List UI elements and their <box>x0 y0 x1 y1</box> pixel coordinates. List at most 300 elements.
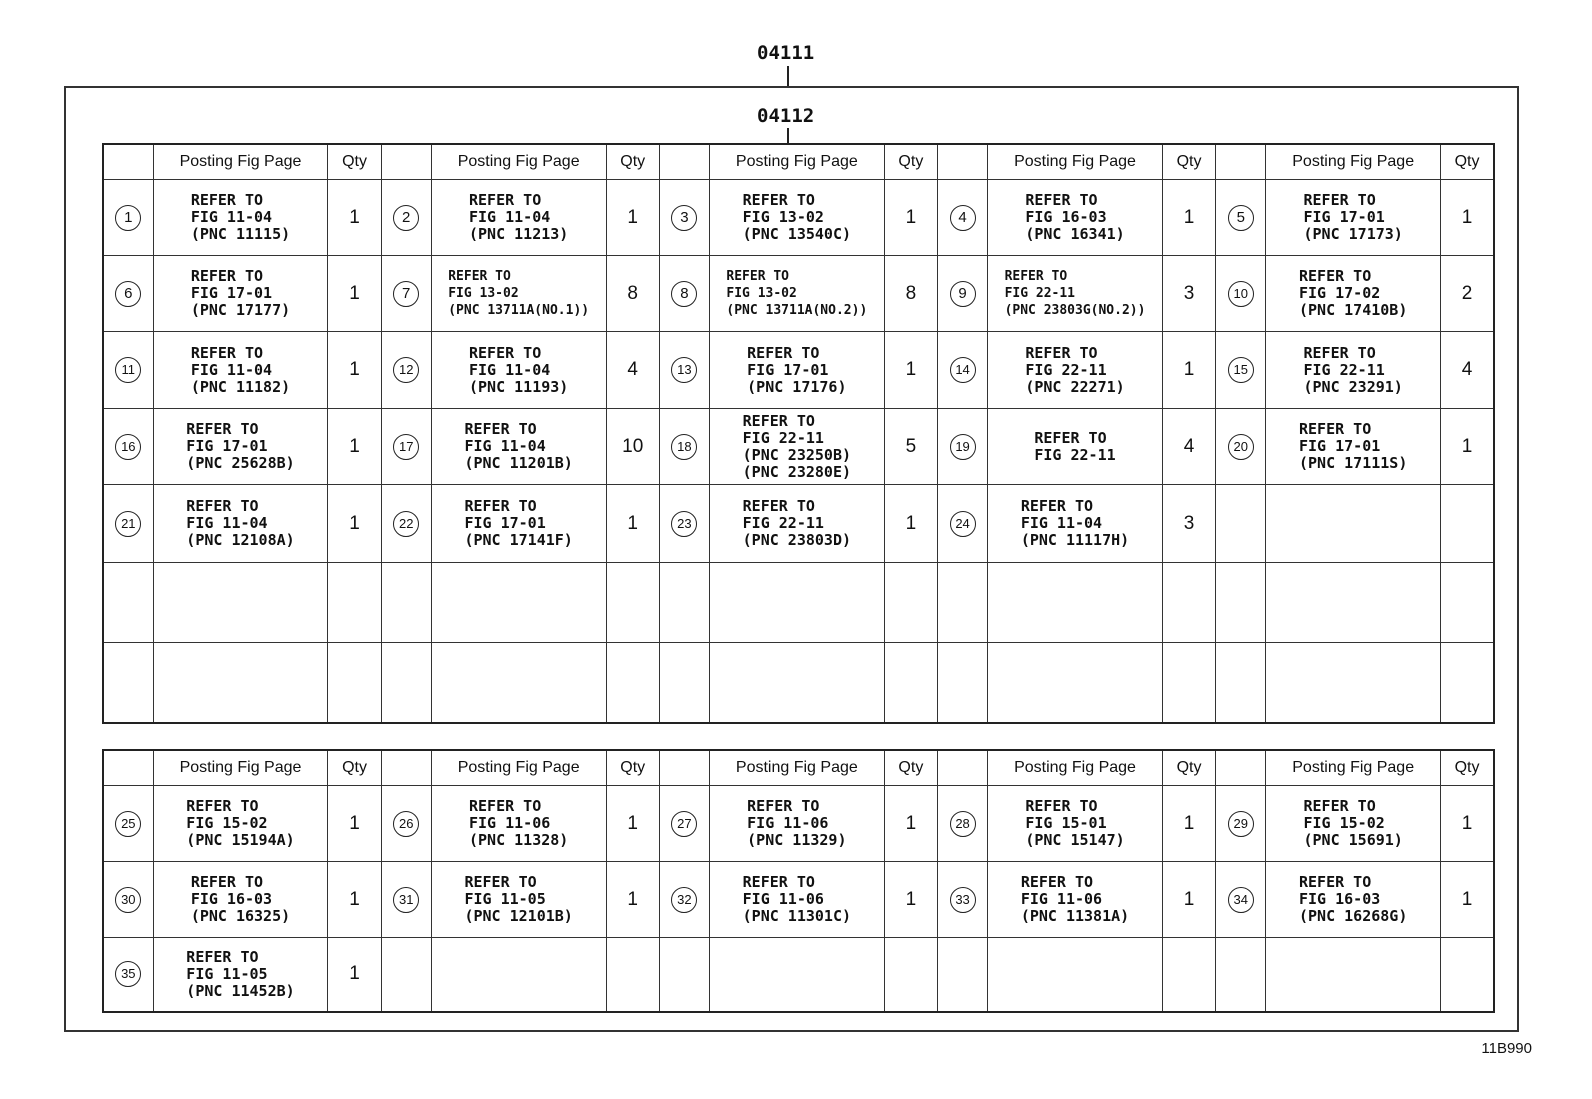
figure-line: FIG 13-02 <box>448 286 519 301</box>
qty-value: 8 <box>905 282 917 304</box>
item-number-cell <box>1216 180 1266 256</box>
qty-cell <box>606 332 659 409</box>
reference-text <box>1299 268 1407 319</box>
qty-cell <box>884 409 937 485</box>
item-number-badge: 3 <box>671 205 697 231</box>
refer-line: REFER TO <box>190 873 264 891</box>
refer-line: REFER TO <box>186 497 259 515</box>
item-number-cell <box>103 862 153 938</box>
item-number-cell <box>659 563 709 643</box>
reference-cell <box>988 332 1163 409</box>
figure-line: FIG 11-04 <box>190 360 273 379</box>
qty-value: 3 <box>1183 282 1195 304</box>
reference-cell <box>1266 485 1441 563</box>
reference-cell <box>431 563 606 643</box>
pnc-line: (PNC 15194A) <box>186 831 295 849</box>
pnc-line: (PNC 12101B) <box>464 907 573 925</box>
reference-cell <box>1266 643 1441 723</box>
reference-cell <box>1266 256 1441 332</box>
item-number-cell <box>381 256 431 332</box>
item-number-badge: 19 <box>950 434 976 460</box>
pnc-line: (PNC 11213) <box>468 225 569 243</box>
figure-line: FIG 11-06 <box>1020 890 1103 908</box>
reference-text <box>448 268 589 319</box>
qty-cell <box>606 786 659 862</box>
item-number-cell <box>659 256 709 332</box>
figure-line: FIG 22-11 <box>1025 360 1107 379</box>
reference-text <box>191 345 290 396</box>
header-index-cell <box>381 750 431 786</box>
qty-value: 1 <box>1183 206 1195 228</box>
qty-cell <box>606 643 659 723</box>
reference-cell <box>431 786 606 862</box>
reference-cell <box>431 256 606 332</box>
reference-cell <box>988 643 1163 723</box>
header-posting: Posting Fig Page <box>988 750 1163 786</box>
figure-line: FIG 15-02 <box>1303 814 1385 832</box>
reference-cell <box>431 180 606 256</box>
item-number-cell <box>381 409 431 485</box>
item-number-cell <box>659 485 709 563</box>
qty-value: 1 <box>349 888 360 910</box>
refer-line: REFER TO <box>448 269 511 284</box>
item-number-badge: 33 <box>950 887 976 913</box>
refer-line: REFER TO <box>186 947 259 966</box>
reference-text <box>743 874 851 925</box>
reference-text <box>743 413 851 481</box>
item-number-badge: 20 <box>1228 434 1254 460</box>
qty-value: 1 <box>349 963 360 985</box>
item-number-cell <box>1216 938 1266 1012</box>
qty-value: 1 <box>905 888 917 910</box>
inner-leader-line <box>787 128 789 144</box>
qty-cell <box>328 643 381 723</box>
qty-cell <box>884 938 937 1012</box>
reference-text <box>1025 798 1124 849</box>
parts-table-upper <box>102 143 1495 724</box>
header-index-cell <box>1216 144 1266 180</box>
qty-value: 1 <box>627 206 638 228</box>
item-number-cell <box>659 643 709 723</box>
item-number-badge: 2 <box>393 205 419 231</box>
qty-value: 1 <box>349 206 360 228</box>
item-number-cell <box>103 563 153 643</box>
pnc-line: (PNC 17410B) <box>1298 301 1408 319</box>
qty-cell <box>1441 563 1494 643</box>
qty-value: 1 <box>349 435 360 457</box>
figure-line: FIG 11-04 <box>190 208 273 226</box>
pnc-line: (PNC 11117H) <box>1020 531 1130 549</box>
reference-text <box>191 874 290 925</box>
qty-cell <box>328 180 381 256</box>
reference-cell <box>988 256 1163 332</box>
reference-cell <box>153 409 328 485</box>
item-number-badge: 24 <box>950 511 976 537</box>
reference-cell <box>153 938 328 1012</box>
figure-line: FIG 17-01 <box>747 360 829 379</box>
refer-line: REFER TO <box>1025 343 1098 362</box>
item-number-cell <box>1216 409 1266 485</box>
qty-value: 1 <box>905 206 917 228</box>
item-number-cell <box>381 485 431 563</box>
item-number-cell <box>103 786 153 862</box>
item-number-cell <box>659 786 709 862</box>
qty-cell <box>606 862 659 938</box>
header-qty: Qty <box>1162 750 1215 786</box>
figure-line: FIG 15-02 <box>186 814 268 832</box>
reference-cell <box>1266 862 1441 938</box>
refer-line: REFER TO <box>1020 873 1094 891</box>
pnc-line: (PNC 23250B) <box>742 445 852 464</box>
pnc-line: (PNC 16341) <box>1025 225 1125 243</box>
pnc-line: (PNC 17173) <box>1303 225 1403 243</box>
figure-line: FIG 11-06 <box>468 814 551 832</box>
figure-line: FIG 22-11 <box>742 428 824 447</box>
figure-line: FIG 16-03 <box>190 890 273 908</box>
reference-cell <box>153 563 328 643</box>
outer-assembly-label: 04111 <box>757 42 815 64</box>
qty-value: 1 <box>349 512 360 534</box>
item-number-cell <box>659 409 709 485</box>
header-posting: Posting Fig Page <box>153 144 328 180</box>
reference-cell <box>709 643 884 723</box>
qty-value: 1 <box>627 812 638 834</box>
reference-cell <box>988 862 1163 938</box>
qty-cell <box>1441 332 1494 409</box>
figure-line: FIG 11-06 <box>742 890 824 908</box>
refer-line: REFER TO <box>726 269 790 284</box>
parts-table-lower <box>102 749 1495 1013</box>
item-number-badge: 6 <box>115 281 141 307</box>
qty-cell <box>884 485 937 563</box>
reference-text <box>191 268 290 319</box>
figure-line: FIG 11-04 <box>186 514 268 532</box>
table-row <box>103 180 1494 256</box>
refer-line: REFER TO <box>1004 269 1068 284</box>
reference-text <box>1304 192 1403 243</box>
qty-cell <box>884 643 937 723</box>
refer-line: REFER TO <box>742 497 815 515</box>
reference-cell <box>153 643 328 723</box>
header-qty: Qty <box>884 750 937 786</box>
table-row <box>103 409 1494 485</box>
item-number-cell <box>938 563 988 643</box>
item-number-badge: 7 <box>393 281 419 307</box>
reference-cell <box>709 332 884 409</box>
qty-cell <box>328 862 381 938</box>
header-posting: Posting Fig Page <box>1266 144 1441 180</box>
figure-line: FIG 11-04 <box>468 208 551 226</box>
pnc-line: (PNC 13540C) <box>742 225 852 243</box>
refer-line: REFER TO <box>747 343 820 362</box>
reference-cell <box>709 256 884 332</box>
qty-cell <box>606 485 659 563</box>
qty-cell <box>1441 938 1494 1012</box>
refer-line: REFER TO <box>742 411 815 430</box>
table-row <box>103 938 1494 1012</box>
item-number-badge: 34 <box>1228 887 1254 913</box>
item-number-cell <box>103 485 153 563</box>
qty-cell <box>328 563 381 643</box>
qty-cell <box>1162 862 1215 938</box>
item-number-badge: 13 <box>671 357 697 383</box>
item-number-badge: 26 <box>393 811 419 837</box>
reference-text <box>1005 268 1146 319</box>
item-number-cell <box>381 332 431 409</box>
refer-line: REFER TO <box>742 873 815 891</box>
figure-line: FIG 16-03 <box>1298 890 1381 908</box>
qty-cell <box>1162 938 1215 1012</box>
qty-value: 1 <box>349 359 360 380</box>
item-number-badge: 22 <box>393 511 419 537</box>
qty-value: 4 <box>1183 435 1195 457</box>
refer-line: REFER TO <box>186 797 259 815</box>
figure-line: FIG 17-01 <box>190 284 273 302</box>
qty-cell <box>606 563 659 643</box>
reference-cell <box>709 180 884 256</box>
table-row <box>103 643 1494 723</box>
qty-cell <box>1441 485 1494 563</box>
reference-cell <box>988 180 1163 256</box>
reference-text <box>747 345 846 396</box>
qty-cell <box>1441 862 1494 938</box>
qty-value: 1 <box>1183 888 1195 910</box>
item-number-badge: 35 <box>115 961 141 987</box>
pnc-line: (PNC 25628B) <box>186 454 295 472</box>
refer-line: REFER TO <box>186 420 259 438</box>
item-number-cell <box>659 332 709 409</box>
figure-line: FIG 11-04 <box>464 437 546 455</box>
reference-cell <box>988 938 1163 1012</box>
header-qty: Qty <box>1441 750 1494 786</box>
reference-cell <box>709 938 884 1012</box>
refer-line: REFER TO <box>464 497 537 515</box>
qty-cell <box>1162 485 1215 563</box>
pnc-line: (PNC 16325) <box>190 907 291 925</box>
figure-line: FIG 22-11 <box>1034 445 1116 464</box>
figure-line: FIG 16-03 <box>1025 208 1107 226</box>
figure-line: FIG 22-11 <box>1303 360 1385 379</box>
item-number-cell <box>938 256 988 332</box>
qty-value: 1 <box>349 282 360 304</box>
item-number-badge: 15 <box>1228 357 1254 383</box>
qty-value: 10 <box>622 435 644 457</box>
figure-line: FIG 17-01 <box>1303 208 1385 226</box>
qty-cell <box>884 563 937 643</box>
drawing-code: 11B990 <box>1481 1040 1532 1057</box>
pnc-line: (PNC 11301C) <box>742 907 852 925</box>
header-posting: Posting Fig Page <box>709 144 884 180</box>
item-number-badge: 31 <box>393 887 419 913</box>
reference-cell <box>709 862 884 938</box>
qty-value: 1 <box>627 888 638 910</box>
refer-line: REFER TO <box>1303 191 1376 209</box>
item-number-cell <box>659 938 709 1012</box>
reference-cell <box>709 409 884 485</box>
item-number-cell <box>1216 643 1266 723</box>
item-number-badge: 8 <box>671 281 697 307</box>
item-number-cell <box>103 180 153 256</box>
qty-value: 1 <box>905 812 917 834</box>
item-number-cell <box>659 862 709 938</box>
reference-text <box>1299 421 1407 472</box>
item-number-cell <box>659 180 709 256</box>
pnc-line: (PNC 11328) <box>468 831 569 849</box>
refer-line: REFER TO <box>1298 873 1372 891</box>
refer-line: REFER TO <box>1025 797 1098 815</box>
reference-text <box>186 421 294 472</box>
reference-text <box>186 949 294 1000</box>
reference-text <box>464 498 572 549</box>
reference-text <box>186 798 294 849</box>
qty-cell <box>884 256 937 332</box>
item-number-cell <box>103 938 153 1012</box>
qty-value: 1 <box>627 512 638 534</box>
refer-line: REFER TO <box>1020 497 1094 515</box>
reference-text <box>726 268 867 319</box>
reference-text <box>743 498 851 549</box>
reference-text <box>1034 430 1115 464</box>
reference-cell <box>431 409 606 485</box>
qty-cell <box>884 786 937 862</box>
pnc-line: (PNC 11329) <box>747 831 847 849</box>
reference-text <box>469 345 568 396</box>
item-number-badge: 18 <box>671 434 697 460</box>
item-number-badge: 21 <box>115 511 141 537</box>
pnc-line: (PNC 12108A) <box>186 531 295 549</box>
figure-line: FIG 17-01 <box>1298 437 1381 455</box>
header-posting: Posting Fig Page <box>1266 750 1441 786</box>
reference-text <box>1021 498 1129 549</box>
header-row <box>103 750 1494 786</box>
item-number-cell <box>381 643 431 723</box>
figure-line: FIG 15-01 <box>1025 814 1107 832</box>
qty-cell <box>606 938 659 1012</box>
item-number-badge: 29 <box>1228 811 1254 837</box>
item-number-cell <box>381 563 431 643</box>
reference-text <box>1025 192 1124 243</box>
qty-cell <box>1162 180 1215 256</box>
figure-line: FIG 17-01 <box>186 437 268 455</box>
item-number-badge: 25 <box>115 811 141 837</box>
reference-text <box>186 498 294 549</box>
refer-line: REFER TO <box>1298 267 1372 285</box>
pnc-line: (PNC 17141F) <box>464 531 573 549</box>
item-number-cell <box>938 485 988 563</box>
item-number-badge: 27 <box>671 811 697 837</box>
pnc-line: (PNC 17176) <box>747 377 847 396</box>
item-number-cell <box>938 786 988 862</box>
item-number-cell <box>381 938 431 1012</box>
reference-text <box>464 874 572 925</box>
reference-text <box>743 192 851 243</box>
header-qty: Qty <box>606 750 659 786</box>
header-posting: Posting Fig Page <box>431 144 606 180</box>
reference-cell <box>988 485 1163 563</box>
qty-value: 1 <box>1461 206 1473 228</box>
refer-line: REFER TO <box>468 797 542 815</box>
item-number-cell <box>1216 485 1266 563</box>
reference-cell <box>988 786 1163 862</box>
qty-cell <box>1162 786 1215 862</box>
refer-line: REFER TO <box>190 267 264 285</box>
header-index-cell <box>103 750 153 786</box>
header-qty: Qty <box>328 144 381 180</box>
figure-line: FIG 11-04 <box>468 360 551 379</box>
header-index-cell <box>1216 750 1266 786</box>
refer-line: REFER TO <box>742 191 815 209</box>
qty-cell <box>1441 180 1494 256</box>
refer-line: REFER TO <box>1303 343 1376 362</box>
figure-line: FIG 13-02 <box>726 286 797 301</box>
figure-line: FIG 11-06 <box>747 814 829 832</box>
reference-cell <box>709 563 884 643</box>
item-number-badge: 14 <box>950 357 976 383</box>
reference-cell <box>153 332 328 409</box>
qty-cell <box>1162 256 1215 332</box>
refer-line: REFER TO <box>1298 420 1372 438</box>
header-qty: Qty <box>328 750 381 786</box>
pnc-line: (PNC 23803G(NO.2)) <box>1004 303 1146 318</box>
qty-value: 1 <box>1461 435 1473 457</box>
reference-cell <box>1266 409 1441 485</box>
qty-cell <box>1441 786 1494 862</box>
item-number-cell <box>381 786 431 862</box>
qty-value: 1 <box>1461 888 1473 910</box>
table-row <box>103 786 1494 862</box>
qty-cell <box>606 409 659 485</box>
reference-cell <box>431 862 606 938</box>
item-number-cell <box>1216 786 1266 862</box>
reference-text <box>464 421 572 472</box>
qty-cell <box>1162 563 1215 643</box>
qty-cell <box>884 332 937 409</box>
reference-text <box>469 798 568 849</box>
refer-line: REFER TO <box>747 797 820 815</box>
reference-cell <box>709 485 884 563</box>
reference-text <box>1299 874 1407 925</box>
item-number-badge: 17 <box>393 434 419 460</box>
qty-cell <box>1162 643 1215 723</box>
reference-cell <box>431 643 606 723</box>
header-qty: Qty <box>1441 144 1494 180</box>
item-number-cell <box>938 862 988 938</box>
refer-line: REFER TO <box>464 420 537 438</box>
item-number-badge: 30 <box>115 887 141 913</box>
figure-line: FIG 17-02 <box>1298 284 1381 302</box>
qty-cell <box>1441 256 1494 332</box>
item-number-cell <box>381 180 431 256</box>
header-qty: Qty <box>1162 144 1215 180</box>
qty-value: 1 <box>1461 812 1473 834</box>
item-number-cell <box>938 643 988 723</box>
reference-cell <box>153 180 328 256</box>
pnc-line: (PNC 16268G) <box>1298 907 1408 925</box>
qty-cell <box>884 862 937 938</box>
refer-line: REFER TO <box>1025 191 1098 209</box>
qty-value: 3 <box>1183 512 1195 534</box>
reference-cell <box>1266 332 1441 409</box>
qty-value: 2 <box>1461 282 1473 304</box>
qty-cell <box>328 485 381 563</box>
item-number-badge: 32 <box>671 887 697 913</box>
qty-cell <box>1162 409 1215 485</box>
qty-cell <box>328 409 381 485</box>
item-number-badge: 28 <box>950 811 976 837</box>
header-row <box>103 144 1494 180</box>
reference-cell <box>153 256 328 332</box>
refer-line: REFER TO <box>190 343 264 362</box>
